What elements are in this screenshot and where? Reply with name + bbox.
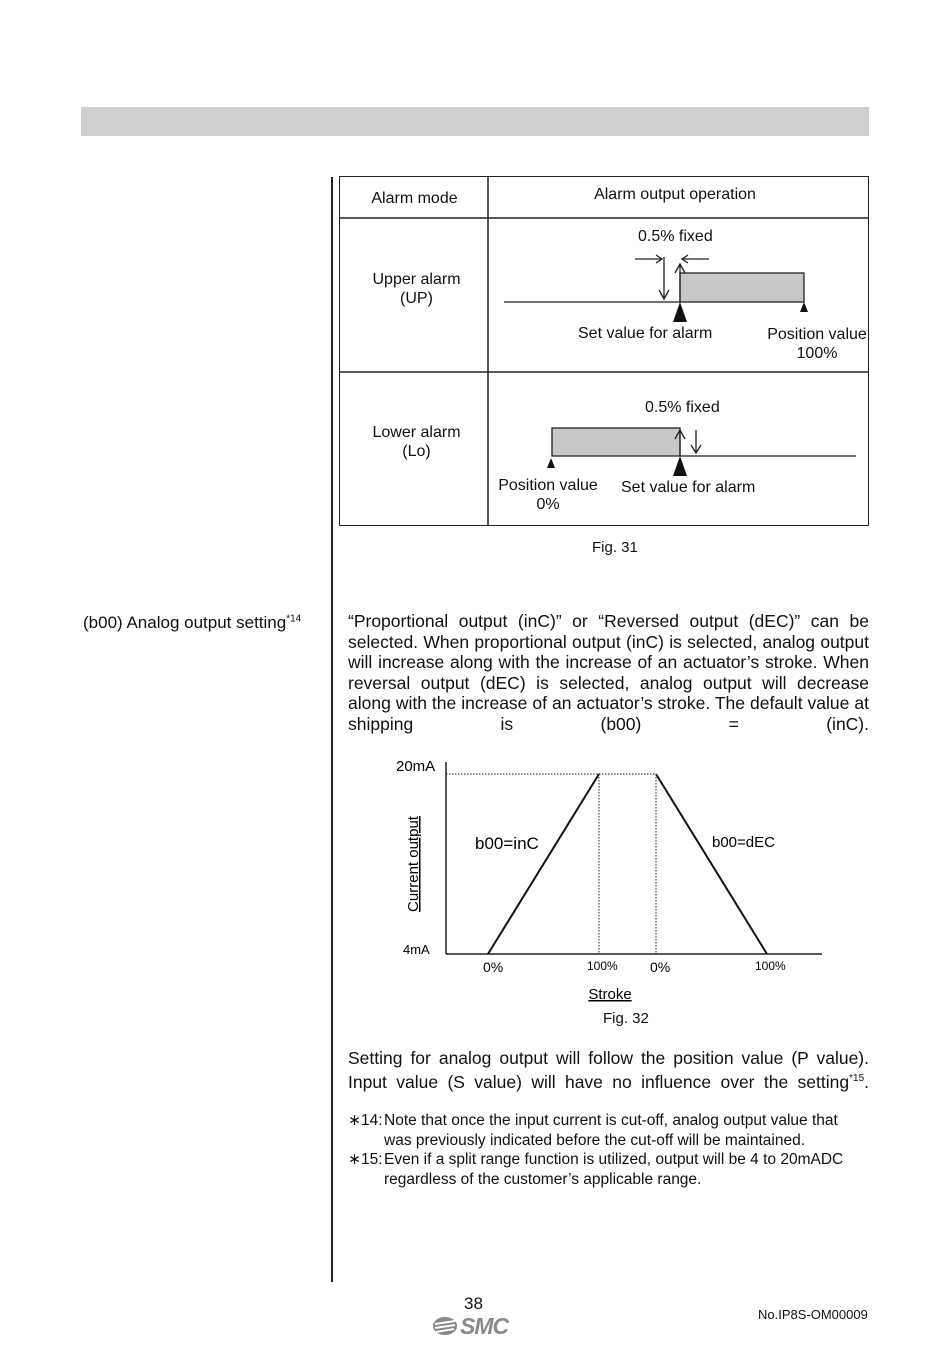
footnote-14-mark: ∗14:: [348, 1112, 383, 1129]
upper-alarm-band: [680, 273, 804, 302]
x-axis-label: Stroke: [588, 986, 632, 1003]
column-divider: [331, 177, 333, 1282]
y-tick-4ma: 4mA: [403, 942, 430, 957]
lower-alarm-mode: Lower alarm (Lo): [372, 424, 461, 460]
y-axis-label: Current output: [405, 816, 422, 912]
smc-logo: [432, 1314, 508, 1338]
x-tick-dec-0: 0%: [650, 959, 671, 975]
x-tick-inc-100: 100%: [587, 959, 618, 973]
footnote-15-text: Even if a split range function is utilized, output will be 4 to 20mADC regardless of the customer’s applicable range.: [384, 1151, 844, 1188]
smc-logo-icon: [432, 1316, 458, 1336]
lower-alarm-band: [552, 428, 680, 456]
series-inc-label: b00=inC: [475, 834, 539, 853]
fig32-caption: Fig. 32: [603, 1010, 649, 1027]
series-dec-label: b00=dEC: [712, 834, 775, 851]
x-tick-dec-100: 100%: [755, 959, 786, 973]
lower-fixed-label: 0.5% fixed: [645, 399, 720, 416]
smc-logo-text: SMC: [460, 1312, 509, 1339]
fig31-caption: Fig. 31: [592, 539, 638, 556]
upper-alarm-mode: Upper alarm (UP): [372, 271, 461, 307]
lower-position-label: Position value 0%: [498, 477, 598, 513]
position-100-marker: [800, 302, 808, 312]
page-number: 38: [464, 1294, 483, 1313]
section-label: [83, 613, 301, 633]
series-line-inc: [488, 774, 599, 954]
header-bar: [81, 107, 869, 136]
document-number: No.IP8S-OM00009: [758, 1307, 868, 1322]
x-tick-inc-0: 0%: [483, 959, 504, 975]
footnote-15-mark: ∗15:: [348, 1151, 383, 1168]
header-alarm-mode: Alarm mode: [371, 190, 458, 207]
position-0-marker: [547, 458, 555, 468]
upper-fixed-label: 0.5% fixed: [638, 228, 713, 245]
lower-alarm-diagram: [547, 428, 856, 476]
section-label-footnote: *14: [286, 613, 302, 625]
section-paragraph: “Proportional output (inC)” or “Reversed output (dEC)” can be selected. When proportional output (inC) is selected, analog output will increase along with the increase of an actuator’s stroke. When reversal output (dEC) is selected, analog output will decrease along with the increase of an actuator’s stroke. The default value at shipping is (b00) = (inC).: [348, 611, 869, 734]
upper-position-label: Position value 100%: [767, 326, 867, 362]
set-value-marker: [673, 456, 687, 476]
paragraph-2-end: .: [864, 1071, 869, 1092]
set-value-marker: [673, 302, 687, 322]
section-label-text: (b00) Analog output setting: [83, 613, 287, 632]
analog-output-chart: [380, 752, 840, 1007]
footnote-14: [348, 1111, 869, 1150]
paragraph-2: [348, 1048, 869, 1112]
lower-set-value-label: Set value for alarm: [621, 479, 756, 496]
footnote-15: [348, 1150, 869, 1189]
series-line-dec: [656, 774, 767, 954]
alarm-table: [339, 176, 869, 526]
y-tick-20ma: 20mA: [396, 758, 436, 775]
footnote-14-text: Note that once the input current is cut-off, analog output value that was previously indicated before the cut-off will be maintained.: [384, 1112, 838, 1149]
upper-set-value-label: Set value for alarm: [578, 325, 713, 342]
paragraph-2-footnote: *15: [849, 1072, 865, 1084]
paragraph-2-text: Setting for analog output will follow the position value (P value). Input value (S value) will have no influence over the setting: [348, 1048, 869, 1092]
header-alarm-output: Alarm output operation: [594, 186, 756, 203]
upper-alarm-diagram: [504, 255, 808, 322]
